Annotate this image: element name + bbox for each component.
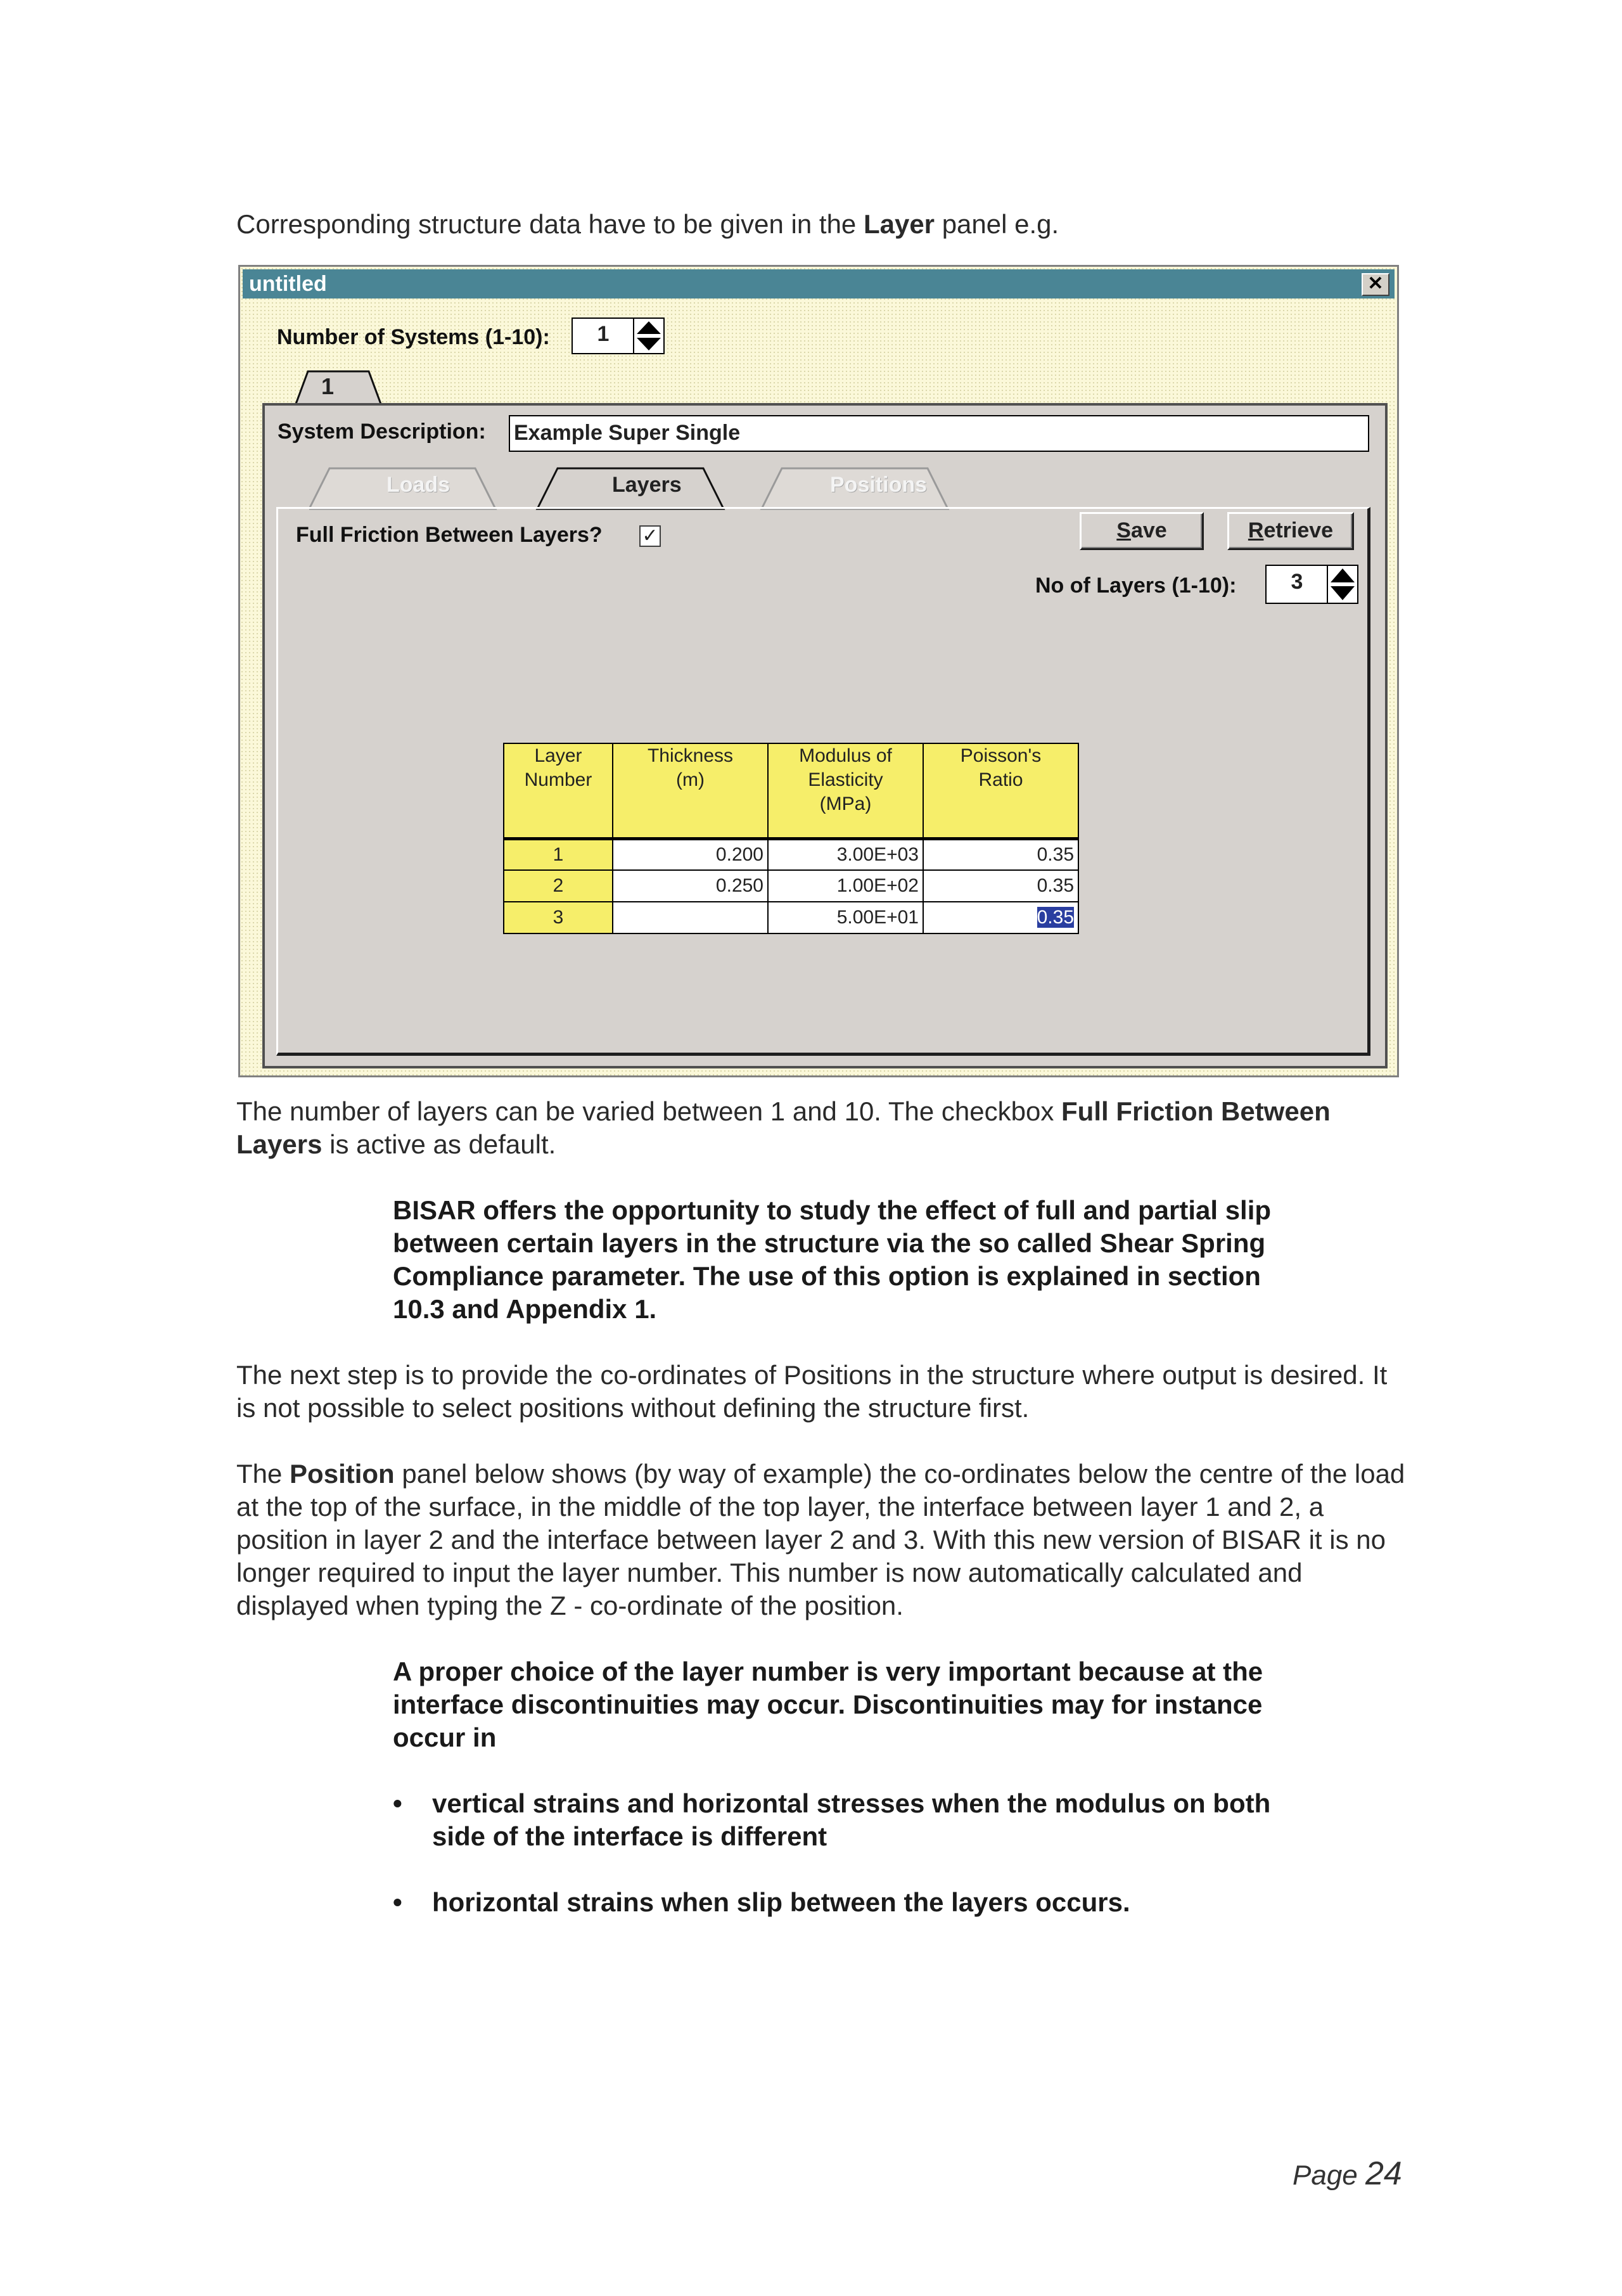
num-layers-label: No of Layers (1-10): bbox=[1035, 574, 1237, 598]
header-modulus bbox=[768, 743, 923, 838]
bullet-text: vertical strains and horizontal stresses when the modulus on both side of the interface is different bbox=[432, 1788, 1271, 1851]
intro-bold-layer: Layer bbox=[863, 209, 935, 239]
paragraph-layers-default bbox=[236, 1095, 1408, 1161]
window-titlebar[interactable] bbox=[243, 269, 1395, 298]
layers-table-header bbox=[504, 743, 1078, 838]
full-friction-label: Full Friction Between Layers? bbox=[296, 523, 603, 547]
header-text: Poisson's bbox=[960, 745, 1042, 766]
num-systems-input[interactable]: 1 bbox=[572, 317, 635, 354]
page-number-prefix: Page bbox=[1293, 2160, 1365, 2191]
header-layer-number bbox=[504, 743, 613, 838]
retrieve-button-underlined-letter: R bbox=[1248, 518, 1264, 542]
system-tab-shape bbox=[294, 370, 383, 406]
paragraph-text: is active as default. bbox=[322, 1129, 556, 1159]
paragraph-bold: Full Friction Between Layers bbox=[236, 1096, 1331, 1159]
retrieve-button-label: etrieve bbox=[1263, 518, 1334, 542]
bullet-text: horizontal strains when slip between the layers occurs. bbox=[432, 1887, 1130, 1917]
window-title: untitled bbox=[249, 272, 327, 296]
header-text: Thickness bbox=[647, 745, 734, 766]
cell-layer-number: 3 bbox=[504, 902, 613, 933]
full-friction-checkbox[interactable]: ✓ bbox=[639, 525, 661, 547]
paragraph-positions-step: The next step is to provide the co-ordinates of Positions in the structure where output is desired. It is not possible to select positions without defining the structure first. bbox=[236, 1360, 1388, 1423]
tab-system-1[interactable]: 1 bbox=[321, 373, 335, 399]
table-row bbox=[504, 838, 1078, 870]
num-systems-spinner-icon[interactable] bbox=[633, 317, 665, 354]
retrieve-button[interactable] bbox=[1227, 512, 1354, 550]
cell-poisson-selected: 0.35 bbox=[1037, 907, 1074, 928]
cell-modulus[interactable]: 1.00E+02 bbox=[768, 870, 923, 902]
save-button-label: ave bbox=[1130, 518, 1167, 542]
header-thickness bbox=[613, 743, 768, 838]
cell-modulus[interactable]: 5.00E+01 bbox=[768, 902, 923, 933]
cell-poisson[interactable]: 0.35 bbox=[923, 870, 1078, 902]
header-text: Elasticity bbox=[808, 769, 883, 790]
cell-layer-number: 1 bbox=[504, 838, 613, 870]
paragraph-position-panel bbox=[236, 1458, 1408, 1622]
cell-poisson[interactable]: 0.35 bbox=[923, 838, 1078, 870]
intro-text bbox=[236, 208, 1408, 241]
tab-loads[interactable]: Loads bbox=[386, 473, 450, 497]
save-button[interactable] bbox=[1080, 512, 1204, 550]
intro-text-start: Corresponding structure data have to be given in the bbox=[236, 209, 864, 239]
list-item bbox=[393, 1787, 1280, 1853]
header-text: Number bbox=[524, 769, 592, 790]
table-row bbox=[504, 902, 1078, 933]
layers-table bbox=[503, 743, 1079, 934]
num-layers-input[interactable]: 3 bbox=[1265, 565, 1329, 604]
system-description-label: System Description: bbox=[278, 420, 486, 444]
header-poisson bbox=[923, 743, 1078, 838]
intro-text-end: panel e.g. bbox=[935, 209, 1059, 239]
cell-layer-number: 2 bbox=[504, 870, 613, 902]
note-layer-number: A proper choice of the layer number is very important because at the interface discontinuities may occur. Discontinuities may for instance occur in bbox=[393, 1657, 1263, 1752]
header-text: Modulus of bbox=[799, 745, 892, 766]
header-text: Layer bbox=[534, 745, 582, 766]
paragraph-bold: Position bbox=[290, 1459, 395, 1489]
header-text: (MPa) bbox=[819, 793, 872, 814]
cell-modulus[interactable]: 3.00E+03 bbox=[768, 838, 923, 870]
bullet-glyph: • bbox=[393, 1887, 402, 1917]
save-button-underlined-letter: S bbox=[1116, 518, 1131, 542]
page-number bbox=[1293, 2155, 1402, 2193]
note-shear-spring: BISAR offers the opportunity to study the effect of full and partial slip between certain layers in the structure via the so called Shear Spring Compliance parameter. The use of this option is explained in section 10.3 and Appendix 1. bbox=[393, 1195, 1272, 1324]
num-layers-spinner-icon[interactable] bbox=[1327, 565, 1358, 604]
list-item bbox=[393, 1886, 1280, 1919]
header-text: (m) bbox=[676, 769, 705, 790]
paragraph-text: The bbox=[236, 1459, 290, 1489]
tab-layers[interactable]: Layers bbox=[612, 473, 682, 497]
cell-poisson[interactable] bbox=[923, 902, 1078, 933]
cell-thickness[interactable]: 0.200 bbox=[613, 838, 768, 870]
num-systems-label: Number of Systems (1-10): bbox=[277, 325, 550, 349]
paragraph-text: panel below shows (by way of example) the co-ordinates below the centre of the load at the top of the surface, in the middle of the top layer, the interface between layer 1 and 2, a position in layer 2 and the interface between layer 2 and 3. With this new version of BISAR it is no longer required to input the layer number. This number is now automatically calculated and displayed when typing the Z - co-ordinate of the position. bbox=[236, 1459, 1405, 1620]
system-panel bbox=[262, 403, 1388, 1068]
paragraph-text: The number of layers can be varied between 1 and 10. The checkbox bbox=[236, 1096, 1062, 1126]
table-row bbox=[504, 870, 1078, 902]
bisar-window bbox=[238, 265, 1399, 1077]
tab-positions[interactable]: Positions bbox=[830, 473, 928, 497]
close-icon[interactable]: ✕ bbox=[1362, 273, 1389, 296]
bullet-glyph: • bbox=[393, 1788, 402, 1818]
header-text: Ratio bbox=[978, 769, 1023, 790]
page-number-value: 24 bbox=[1365, 2155, 1402, 2192]
system-description-input[interactable]: Example Super Single bbox=[509, 415, 1369, 452]
cell-thickness[interactable] bbox=[613, 902, 768, 933]
cell-thickness[interactable]: 0.250 bbox=[613, 870, 768, 902]
